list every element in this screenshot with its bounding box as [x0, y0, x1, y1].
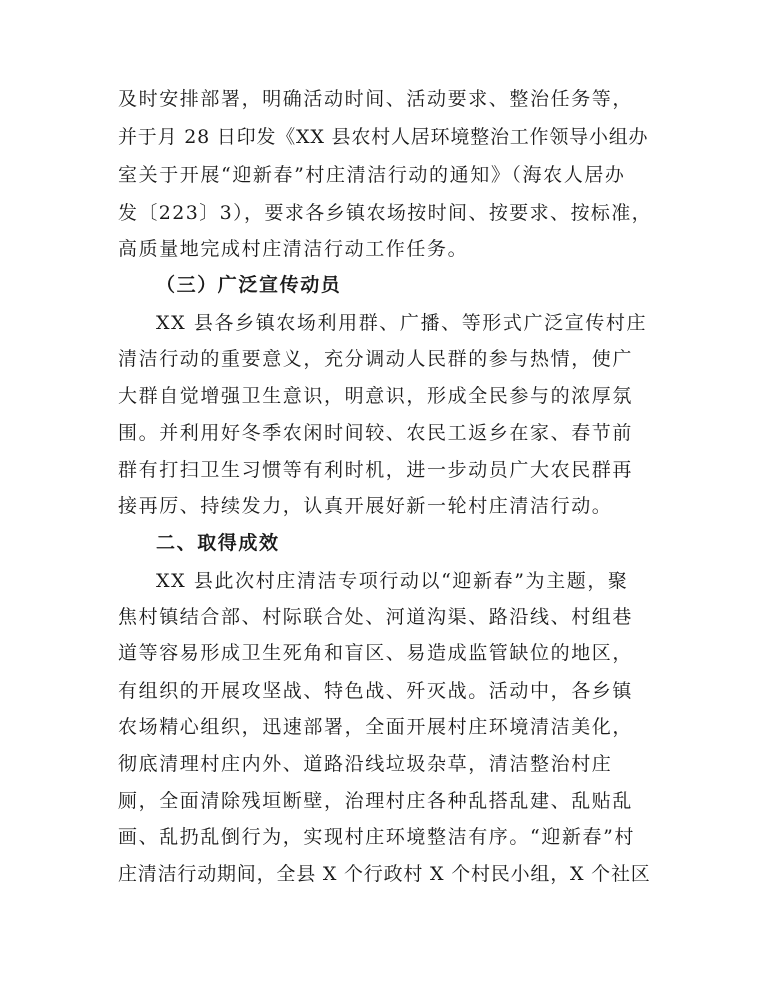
paragraph-line-14: 道等容易形成卫生死角和盲区、易造成监管缺位的地区，: [118, 642, 634, 664]
paragraph-line-11: 接再厉、持续发力，认真开展好新一轮村庄清洁行动。: [118, 495, 613, 517]
section-heading-3: （三）广泛宣传动员: [156, 274, 342, 296]
paragraph-line-10: 群有打扫卫生习惯等有利时机，进一步动员广大农民群再: [118, 459, 634, 481]
paragraph-line-18: 厕，全面清除残垣断壁，治理村庄各种乱搭乱建、乱贴乱: [118, 790, 634, 812]
paragraph-line-4: 发〔223〕3），要求各乡镇农场按时间、按要求、按标准，: [118, 202, 653, 224]
paragraph-line-2: 并于月 28 日印发《XX 县农村人居环境整治工作领导小组办: [118, 126, 649, 148]
paragraph-line-16: 农场精心组织，迅速部署，全面开展村庄环境清洁美化，: [118, 716, 634, 738]
section-heading-results: 二、取得成效: [156, 532, 280, 554]
paragraph-line-3: 室关于开展“迎新春”村庄清洁行动的通知》（海农人居办: [118, 164, 626, 186]
paragraph-line-8: 大群自觉增强卫生意识，明意识，形成全民参与的浓厚氛: [118, 385, 634, 407]
paragraph-line-1: 及时安排部署，明确活动时间、活动要求、整治任务等，: [118, 88, 634, 110]
paragraph-line-7: 清洁行动的重要意义，充分调动人民群的参与热情，使广: [118, 348, 634, 370]
paragraph-line-20: 庄清洁行动期间，全县 X 个行政村 X 个村民小组，X 个社区: [118, 863, 651, 885]
paragraph-line-9: 围。并利用好冬季农闲时间较、农民工返乡在家、春节前: [118, 422, 634, 444]
paragraph-line-5: 高质量地完成村庄清洁行动工作任务。: [118, 238, 469, 260]
paragraph-line-6: XX 县各乡镇农场利用群、广播、等形式广泛宣传村庄: [156, 312, 648, 334]
paragraph-line-12: XX 县此次村庄清洁专项行动以“迎新春”为主题，聚: [156, 570, 629, 592]
paragraph-line-13: 焦村镇结合部、村际联合处、河道沟渠、路沿线、村组巷: [118, 606, 634, 628]
paragraph-line-19: 画、乱扔乱倒行为，实现村庄环境整洁有序。“迎新春”村: [118, 826, 636, 848]
paragraph-line-17: 彻底清理村庄内外、道路沿线垃圾杂草，清洁整治村庄: [118, 753, 613, 775]
paragraph-line-15: 有组织的开展攻坚战、特色战、歼灭战。活动中，各乡镇: [118, 680, 634, 702]
